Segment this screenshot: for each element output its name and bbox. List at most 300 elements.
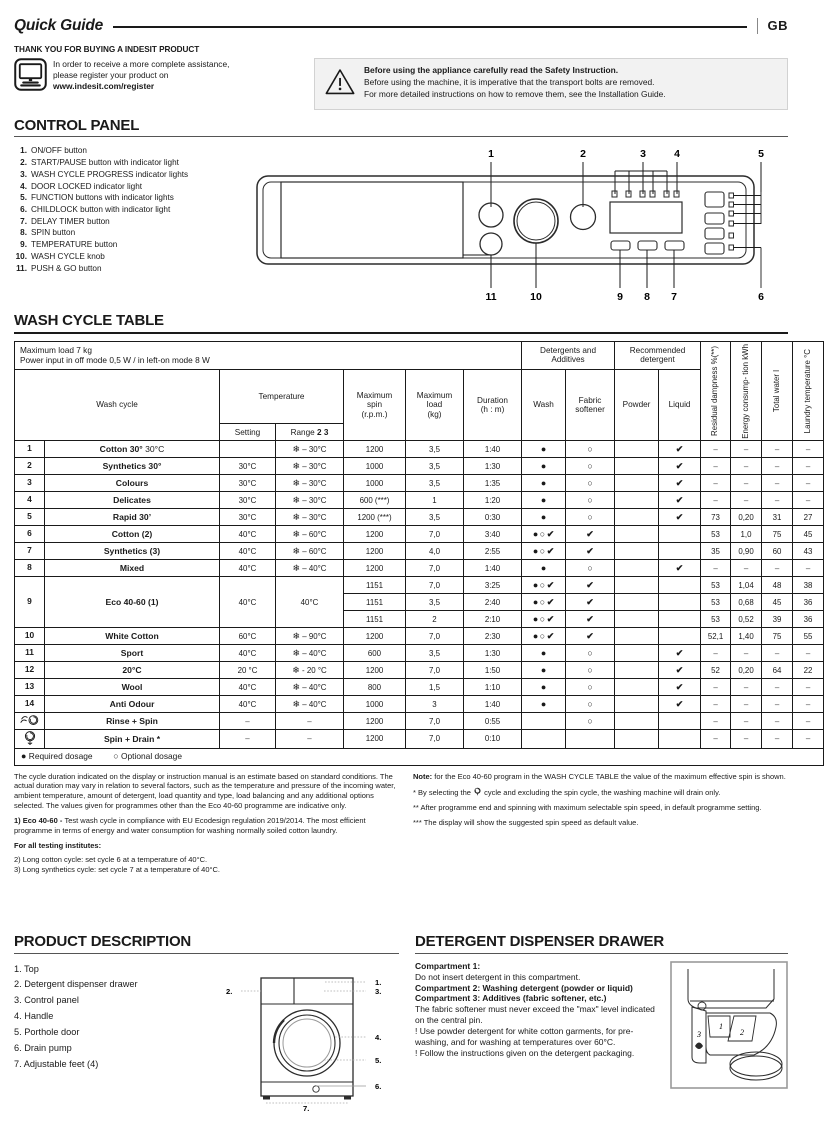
cycle-name-cell: Synthetics (3): [45, 543, 220, 560]
table-row: [15, 492, 824, 509]
wash-required-icon: ●: [540, 443, 547, 454]
detergent-drawer-figure: [670, 961, 788, 1092]
table-row: [15, 645, 824, 662]
softener-optional-icon: ○: [587, 681, 593, 692]
water-cell: 75: [762, 526, 793, 543]
drawer-label-3: 3: [697, 1029, 701, 1039]
dampness-cell: –: [701, 475, 731, 492]
registration-text: [53, 58, 229, 93]
note-institutes-heading: For all testing institutes:: [14, 840, 102, 850]
detergent-note-1: ! Use powder detergent for white cotton garments, for pre-washing, and for washing at temperatures over 60°C.: [415, 1026, 634, 1048]
cycle-number-cell: [15, 492, 45, 509]
wash-cell: [522, 713, 566, 730]
cycle-number-cell: [15, 679, 45, 696]
powder-cell: [615, 628, 659, 645]
legend-number: 7.: [20, 216, 27, 226]
water-cell: –: [762, 492, 793, 509]
snowflake-icon: ❄: [292, 699, 301, 710]
header-total-water: Total water l: [762, 341, 793, 441]
legend-label: DOOR LOCKED indicator light: [31, 181, 143, 191]
powder-cell: [615, 577, 659, 594]
duration-cell: 0:55: [464, 713, 522, 730]
temperature-cell: –: [793, 730, 824, 748]
wash-required-icon: ●: [540, 681, 547, 692]
water-cell: 48: [762, 577, 793, 594]
liquid-check-icon: ✔: [675, 681, 684, 692]
cycle-name-cell: Synthetics 30°: [45, 458, 220, 475]
cycle-number-cell: [15, 543, 45, 560]
setting-cell: 20 °C: [220, 662, 276, 679]
softener-cell: [566, 526, 615, 543]
max-load-cell: 3: [406, 696, 464, 713]
max-load-cell: 7,0: [406, 713, 464, 730]
dampness-cell: –: [701, 713, 731, 730]
max-load-info: Maximum load 7 kg: [20, 344, 92, 355]
max-spin-cell: 1200: [344, 543, 406, 560]
wash-required-icon: ●: [540, 647, 547, 658]
wash-multi-icon: ● ○ ✔: [532, 630, 555, 641]
table-row: [15, 441, 824, 458]
dampness-cell: 53: [701, 577, 731, 594]
energy-cell: –: [731, 560, 762, 577]
max-spin-cell: 1200: [344, 628, 406, 645]
note-institutes-2: 2) Long cotton cycle: set cycle 6 at a temperature of 40°C.: [14, 855, 208, 865]
energy-cell: 1,0: [731, 526, 762, 543]
wash-cell: [522, 628, 566, 645]
product-item-7: 7. Adjustable feet (4): [14, 1058, 99, 1069]
setting-cell: –: [220, 730, 276, 748]
setting-cell: –: [220, 713, 276, 730]
range-cell: ❄ – 30°C: [276, 475, 344, 492]
callout-8: 8: [644, 291, 650, 304]
legend-item-8: [14, 227, 247, 239]
max-spin-cell: 1000: [344, 475, 406, 492]
softener-optional-icon: ○: [587, 698, 593, 709]
callout-4: 4: [674, 148, 680, 161]
dampness-cell: –: [701, 645, 731, 662]
duration-cell: 1:40: [464, 560, 522, 577]
max-spin-cell: 1200: [344, 662, 406, 679]
liquid-cell: [659, 730, 701, 748]
powder-cell: [615, 492, 659, 509]
energy-cell: –: [731, 441, 762, 458]
legend-item-11: [14, 263, 247, 275]
legend-item-7: [14, 216, 247, 228]
safety-warning-box: [314, 58, 788, 110]
liquid-cell: [659, 441, 701, 458]
function-button-1: [705, 192, 724, 207]
snowflake-icon: ❄: [292, 563, 301, 574]
softener-check-icon: ✔: [586, 613, 594, 624]
header-divider: [757, 18, 758, 34]
wash-cell: [522, 441, 566, 458]
liquid-cell: [659, 560, 701, 577]
callout-5: 5: [758, 148, 764, 161]
temperature-cell: –: [793, 560, 824, 577]
dampness-cell: 52: [701, 662, 731, 679]
legend-label: CHILDLOCK button with indicator light: [31, 204, 171, 214]
childlock-button: [705, 243, 724, 254]
max-load-cell: 7,0: [406, 526, 464, 543]
max-spin-cell: 1200 (***): [344, 509, 406, 526]
table-row: [15, 662, 824, 679]
compartment-3-heading: Compartment 3: Additives (fabric softener, etc.): [415, 993, 607, 1004]
energy-cell: –: [731, 492, 762, 509]
cycle-name-cell: Wool: [45, 679, 220, 696]
range-cell: ❄ – 30°C: [276, 441, 344, 458]
callout-7: 7: [671, 291, 677, 304]
cycle-number: 8: [27, 562, 32, 573]
callout-9: 9: [617, 291, 623, 304]
softener-cell: [566, 730, 615, 748]
legend-number: 3.: [20, 169, 27, 179]
water-cell: 39: [762, 611, 793, 628]
legend-label: TEMPERATURE button: [31, 240, 118, 250]
temperature-cell: –: [793, 441, 824, 458]
duration-cell: 1:30: [464, 645, 522, 662]
duration-cell: 1:35: [464, 475, 522, 492]
header-recommended: Recommended detergent: [615, 341, 701, 370]
energy-cell: 0,20: [731, 662, 762, 679]
powder-cell: [615, 458, 659, 475]
cycle-name-cell: 20°C: [45, 662, 220, 679]
water-cell: 75: [762, 628, 793, 645]
wash-required-icon: ●: [540, 460, 547, 471]
cycle-name-cell: Sport: [45, 645, 220, 662]
cycle-number: 5: [27, 511, 32, 522]
cycle-name-cell: Rapid 30’: [45, 509, 220, 526]
dampness-cell: –: [701, 492, 731, 509]
header-wash-cycle: Wash cycle: [15, 370, 220, 441]
water-cell: –: [762, 560, 793, 577]
setting-cell: 60°C: [220, 628, 276, 645]
softener-check-icon: ✔: [586, 630, 594, 641]
setting-cell: 30°C: [220, 458, 276, 475]
snowflake-icon: ❄: [292, 631, 301, 642]
water-cell: 64: [762, 662, 793, 679]
header-residual-dampness: Residual dampness %(**): [701, 341, 731, 441]
note-drain-only: * By selecting the cycle and excluding the spin cycle, the washing machine will drain only.: [413, 787, 721, 797]
max-load-cell: 3,5: [406, 441, 464, 458]
powder-cell: [615, 645, 659, 662]
notes-left: [14, 772, 399, 880]
product-item-1: 1. Top: [14, 963, 39, 974]
setting-cell: 40°C: [220, 526, 276, 543]
temperature-cell: 27: [793, 509, 824, 526]
water-cell: –: [762, 441, 793, 458]
duration-cell: 1:10: [464, 679, 522, 696]
water-cell: 31: [762, 509, 793, 526]
power-input-info: Power input in off mode 0,5 W / in left-on mode 8 W: [20, 355, 210, 366]
range-cell: ❄ – 40°C: [276, 560, 344, 577]
max-spin-cell: 1200: [344, 713, 406, 730]
snowflake-icon: ❄: [292, 444, 301, 455]
cycle-number-cell: [15, 458, 45, 475]
energy-cell: 0,20: [731, 509, 762, 526]
legend-label: ON/OFF button: [31, 146, 87, 156]
water-cell: –: [762, 475, 793, 492]
range-cell: ❄ – 40°C: [276, 645, 344, 662]
softener-check-icon: ✔: [586, 579, 594, 590]
figure-callout-1: 1.: [375, 977, 382, 987]
legend-number: 1.: [20, 146, 27, 156]
energy-cell: 1,40: [731, 628, 762, 645]
register-url[interactable]: www.indesit.com/register: [53, 81, 155, 92]
cycle-number-cell: [15, 577, 45, 628]
snowflake-icon: ❄: [292, 529, 301, 540]
max-load-cell: 3,5: [406, 475, 464, 492]
softener-cell: [566, 441, 615, 458]
energy-cell: –: [731, 458, 762, 475]
max-load-cell: 3,5: [406, 645, 464, 662]
function-button-2: [705, 213, 724, 224]
duration-cell: 0:30: [464, 509, 522, 526]
cycle-number: 9: [27, 596, 32, 607]
wash-cell: [522, 526, 566, 543]
wash-required-icon: ●: [540, 511, 547, 522]
dosage-legend: [15, 748, 824, 765]
snowflake-icon: ❄: [292, 478, 301, 489]
dampness-cell: –: [701, 696, 731, 713]
drawer-label-2: 2: [740, 1027, 744, 1037]
dampness-cell: –: [701, 441, 731, 458]
liquid-cell: [659, 696, 701, 713]
temperature-cell: –: [793, 492, 824, 509]
temperature-cell: –: [793, 645, 824, 662]
powder-cell: [615, 679, 659, 696]
cycle-name-cell: Colours: [45, 475, 220, 492]
dampness-cell: 73: [701, 509, 731, 526]
softener-cell: [566, 594, 615, 611]
legend-number: 5.: [20, 193, 27, 203]
header-duration: Duration (h : m): [464, 370, 522, 441]
powder-cell: [615, 441, 659, 458]
range-cell: ❄ – 30°C: [276, 492, 344, 509]
powder-cell: [615, 730, 659, 748]
wash-cell: [522, 679, 566, 696]
callout-2: 2: [580, 148, 586, 161]
wash-table-rule: [14, 332, 788, 334]
duration-cell: 1:50: [464, 662, 522, 679]
product-item-3: 3. Control panel: [14, 995, 79, 1006]
legend-number: 11.: [16, 263, 27, 273]
legend-label: DELAY TIMER button: [31, 216, 110, 226]
liquid-check-icon: ✔: [675, 664, 684, 675]
cycle-name-cell: Rinse + Spin: [45, 713, 220, 730]
legend-item-5: [14, 192, 247, 204]
callout-3: 3: [640, 148, 646, 161]
liquid-cell: [659, 577, 701, 594]
wash-cell: [522, 492, 566, 509]
rinse-spin-icon: [19, 714, 41, 727]
table-row: [15, 713, 824, 730]
cycle-name-cell: Spin + Drain *: [45, 730, 220, 748]
max-load-cell: 1,5: [406, 679, 464, 696]
cycle-number-cell: [15, 560, 45, 577]
product-item-4: 4. Handle: [14, 1011, 54, 1022]
warning-line-1: Before using the machine, it is imperative that the transport bolts are removed.: [364, 76, 655, 87]
max-load-cell: 3,5: [406, 458, 464, 475]
table-row: [15, 543, 824, 560]
control-panel-rule: [14, 136, 788, 137]
duration-cell: 1:40: [464, 441, 522, 458]
product-description-rule: [14, 953, 399, 954]
range-cell: ❄ – 60°C: [276, 543, 344, 560]
duration-cell: 1:40: [464, 696, 522, 713]
softener-optional-icon: ○: [587, 477, 593, 488]
wash-required-icon: ●: [540, 664, 547, 675]
softener-cell: [566, 696, 615, 713]
water-cell: –: [762, 696, 793, 713]
max-load-cell: 2: [406, 611, 464, 628]
wash-table-title: WASH CYCLE TABLE: [14, 312, 164, 330]
softener-cell: [566, 458, 615, 475]
water-cell: –: [762, 458, 793, 475]
liquid-cell: [659, 594, 701, 611]
product-description-list: [14, 962, 204, 1112]
registration-block: [14, 58, 304, 93]
setting-cell: 30°C: [220, 492, 276, 509]
legend-item-4: [14, 181, 247, 193]
legend-label: START/PAUSE button with indicator light: [31, 158, 179, 168]
duration-cell: 2:40: [464, 594, 522, 611]
register-line-2: please register your product on: [53, 69, 169, 80]
powder-cell: [615, 526, 659, 543]
setting-cell: 30°C: [220, 509, 276, 526]
max-load-cell: 1: [406, 492, 464, 509]
temperature-cell: –: [793, 679, 824, 696]
softener-check-icon: ✔: [586, 545, 594, 556]
max-spin-cell: 1151: [344, 611, 406, 628]
wash-multi-icon: ● ○ ✔: [532, 596, 555, 607]
warning-text: [364, 65, 666, 101]
cycle-number: 7: [27, 545, 32, 556]
softener-cell: [566, 509, 615, 526]
max-spin-cell: 1200: [344, 560, 406, 577]
product-description-title: PRODUCT DESCRIPTION: [14, 932, 192, 950]
cycle-name-cell: Eco 40-60 (1): [45, 577, 220, 628]
liquid-cell: [659, 526, 701, 543]
softener-cell: [566, 645, 615, 662]
start-pause-button: [571, 205, 596, 230]
cycle-number-cell: [15, 628, 45, 645]
cycle-number-cell: [15, 475, 45, 492]
legend-label: WASH CYCLE knob: [31, 251, 105, 261]
range-cell: ❄ - 20 °C: [276, 662, 344, 679]
cycle-name-cell: Mixed: [45, 560, 220, 577]
cycle-number: 14: [24, 698, 35, 709]
header-laundry-temperature: Laundry temperature °C: [793, 341, 824, 441]
liquid-cell: [659, 543, 701, 560]
softener-optional-icon: ○: [587, 494, 593, 505]
legend-number: 8.: [20, 228, 27, 238]
legend-number: 10.: [15, 251, 27, 261]
softener-cell: [566, 679, 615, 696]
wash-required-icon: ●: [540, 562, 547, 573]
spin-cycle-icon: [473, 787, 482, 796]
header-detergents: Detergents and Additives: [522, 341, 615, 370]
dampness-cell: –: [701, 730, 731, 748]
display: [610, 202, 682, 233]
softener-optional-icon: ○: [587, 715, 593, 726]
dampness-cell: –: [701, 679, 731, 696]
legend-number: 4.: [20, 181, 27, 191]
dampness-cell: 52,1: [701, 628, 731, 645]
required-dosage-label: Required dosage: [28, 750, 93, 761]
push-and-go-button: [480, 233, 502, 255]
liquid-check-icon: ✔: [675, 511, 684, 522]
header-liquid: Liquid: [659, 370, 701, 441]
header-energy-consumption: Energy consump- tion kWh: [731, 341, 762, 441]
duration-cell: 2:10: [464, 611, 522, 628]
page-title: Quick Guide: [14, 16, 104, 34]
max-spin-cell: 600 (***): [344, 492, 406, 509]
max-load-cell: 3,5: [406, 509, 464, 526]
dampness-cell: –: [701, 458, 731, 475]
softener-cell: [566, 475, 615, 492]
setting-cell: [220, 441, 276, 458]
energy-cell: –: [731, 713, 762, 730]
cycle-number: 13: [24, 681, 35, 692]
figure-callout-3: 3.: [375, 986, 382, 996]
liquid-cell: [659, 628, 701, 645]
liquid-cell: [659, 645, 701, 662]
wash-cell: [522, 509, 566, 526]
callout-11: 11: [485, 291, 497, 304]
required-dosage-icon: ●: [21, 750, 27, 761]
powder-cell: [615, 543, 659, 560]
cycle-number: 1: [27, 443, 32, 454]
detergent-drawer-rule: [415, 953, 788, 954]
warning-title: Before using the appliance carefully read the Safety Instruction.: [364, 64, 619, 75]
energy-cell: 0,52: [731, 611, 762, 628]
softener-optional-icon: ○: [587, 562, 593, 573]
thank-you-heading: THANK YOU FOR BUYING A INDESIT PRODUCT: [14, 45, 200, 54]
liquid-cell: [659, 679, 701, 696]
cycle-number-cell: [15, 713, 45, 730]
table-row: [15, 679, 824, 696]
setting-cell: 40°C: [220, 543, 276, 560]
water-cell: –: [762, 645, 793, 662]
legend-label: PUSH & GO button: [31, 263, 102, 273]
range-cell: –: [276, 730, 344, 748]
temperature-cell: –: [793, 458, 824, 475]
max-spin-cell: 1000: [344, 458, 406, 475]
max-load-cell: 7,0: [406, 628, 464, 645]
wash-cell: [522, 662, 566, 679]
duration-cell: 2:30: [464, 628, 522, 645]
wash-required-icon: ●: [540, 698, 547, 709]
table-row: [15, 577, 824, 594]
liquid-check-icon: ✔: [675, 562, 684, 573]
notes-right: [413, 772, 788, 880]
duration-cell: 0:10: [464, 730, 522, 748]
snowflake-icon: ❄: [292, 665, 300, 676]
wash-cycle-table: [14, 341, 824, 766]
temperature-button: [611, 241, 630, 250]
warning-triangle-icon: [325, 68, 355, 95]
spin-button: [638, 241, 657, 250]
note-eco: 1) Eco 40-60 - Test wash cycle in compliance with EU Ecodesign regulation 2019/2014. The most efficient programme in terms of energy and water consumption for washing normally soiled cotton laundry.: [14, 815, 366, 835]
figure-callout-5: 5.: [375, 1055, 382, 1065]
wash-multi-icon: ● ○ ✔: [532, 613, 555, 624]
cycle-name-cell: Anti Odour: [45, 696, 220, 713]
compartment-1-heading: Compartment 1:: [415, 960, 481, 971]
range-cell: ❄ – 40°C: [276, 696, 344, 713]
callout-6: 6: [758, 291, 764, 304]
liquid-check-icon: ✔: [675, 477, 684, 488]
setting-cell: 40°C: [220, 577, 276, 628]
